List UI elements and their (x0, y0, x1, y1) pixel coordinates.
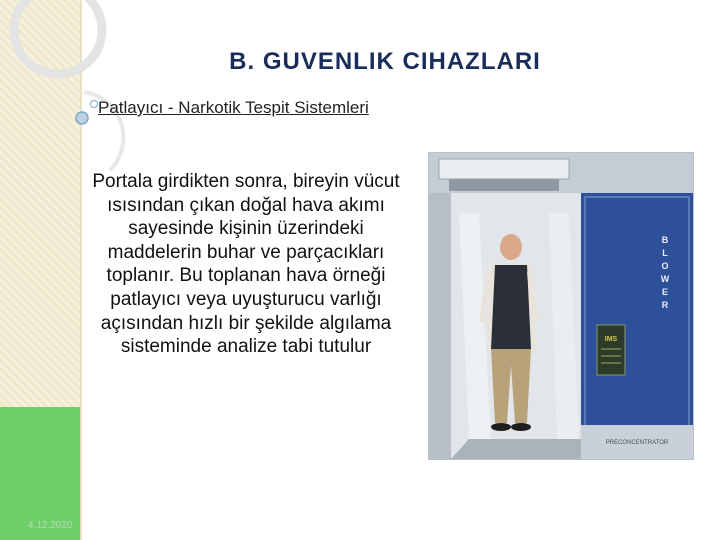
person-vest (491, 265, 531, 349)
bullet-marker-icon (90, 100, 98, 108)
blower-letter-6: R (661, 300, 669, 310)
portal-left-pillar (429, 193, 451, 459)
blower-letter-5: E (661, 287, 669, 297)
ims-label: IMS (604, 336, 618, 343)
blower-letter-1: B (661, 235, 669, 245)
person-shoe-left (491, 423, 511, 431)
slide-title: B. GUVENLIK CIHAZLARI (229, 48, 541, 75)
portal-top-panel (439, 159, 569, 179)
ims-module (597, 325, 625, 375)
person-head (500, 234, 522, 260)
person-shoe-right (511, 423, 531, 431)
portal-illustration (429, 153, 693, 459)
bullet-heading: Patlayıcı - Narkotik Tespit Sistemleri (98, 98, 369, 117)
blower-letter-4: W (660, 274, 670, 284)
blower-letter-3: O (661, 261, 669, 271)
detection-portal-photo (428, 152, 694, 460)
portal-top-vent (449, 179, 559, 191)
footer-date: 4.12.2020 (28, 520, 73, 531)
preconcentrator-label: PRECONCENTRATOR (605, 440, 669, 446)
body-paragraph: Portala girdikten sonra, bireyin vücut ısısından çıkan doğal hava akımı sayesinde kişinin üzerindeki maddelerin buhar ve parçacıkları toplanır. Bu toplanan hava örneği patlayıcı veya uyuşturucu varlığı açısından hızlı bir şekilde algılama sisteminde analize tabi tutulur (92, 171, 400, 358)
portal-floor (451, 439, 581, 459)
blower-letter-2: L (662, 248, 668, 258)
left-strip-divider (80, 0, 82, 540)
